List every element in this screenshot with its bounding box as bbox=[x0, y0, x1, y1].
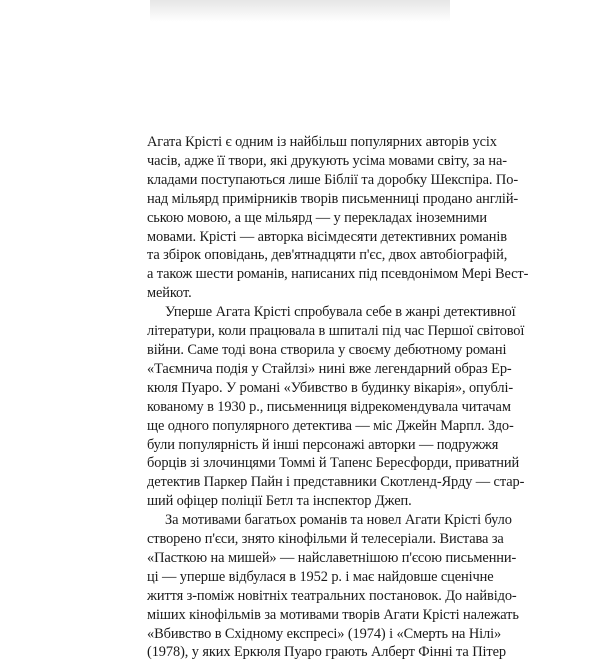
paragraph bbox=[147, 511, 519, 662]
paragraph bbox=[147, 303, 525, 511]
text-line: створено п'єси, знято кінофільми й телесеріали. Вистава за bbox=[147, 531, 504, 548]
text-line: мейкот. bbox=[147, 285, 192, 302]
text-line: Уперше Агата Крісті спробувала себе в жанрі детективної bbox=[165, 304, 516, 321]
paragraph bbox=[147, 133, 529, 303]
text-line: а також шести романів, написаних під псевдонімом Мері Вест- bbox=[147, 266, 529, 283]
text-line: літератури, коли працювала в шпиталі під час Першої світової bbox=[147, 323, 525, 340]
text-line: ще одного популярного детектива — міс Джейн Марпл. Здо- bbox=[147, 417, 514, 434]
text-line: війни. Саме тоді вона створила у своєму дебютному романі bbox=[147, 341, 507, 358]
text-line: ший офіцер поліції Бетл та інспектор Джеп. bbox=[147, 493, 412, 510]
text-line: «Таємнича подія у Стайлзі» нині вже легендарний образ Ер- bbox=[147, 360, 512, 377]
text-line: кюля Пуаро. У романі «Убивство в будинку вікарія», опублі- bbox=[147, 379, 514, 396]
text-line: Агата Крісті є одним із найбільш популярних авторів усіх bbox=[147, 134, 497, 150]
text-line: та збірок оповідань, дев'ятнадцяти п'єс, двох автобіографій, bbox=[147, 247, 508, 264]
text-line: За мотивами багатьох романів та новел Агати Крісті було bbox=[165, 512, 512, 529]
text-line: були популярність й інші персонажі авторки — подружжя bbox=[147, 436, 499, 453]
body-text bbox=[147, 133, 529, 662]
text-line: часів, адже її твори, які друкують усіма мовами світу, за на- bbox=[147, 152, 507, 169]
page-top-shadow bbox=[150, 0, 450, 22]
text-line: міших кінофільмів за мотивами творів Агати Крісті належать bbox=[147, 606, 519, 623]
text-line: ці — уперше відбулася в 1952 р. і має найдовше сценічне bbox=[147, 568, 494, 585]
text-line: кладами поступаються лише Біблії та доробку Шекспіра. По- bbox=[147, 171, 519, 188]
text-line: (1978), у яких Еркюля Пуаро грають Алберт Фінні та Пітер bbox=[147, 644, 506, 661]
text-line: «Вбивство в Східному експресі» (1974) і «Смерть на Нілі» bbox=[147, 625, 502, 642]
text-line: кованому в 1930 р., письменниця відрекомендувала читачам bbox=[147, 398, 511, 415]
text-line: «Пасткою на мишей» — найславетнішою п'єсою письменни- bbox=[147, 549, 517, 566]
text-line: детектив Паркер Пайн і представники Скотленд-Ярду — стар- bbox=[147, 474, 525, 491]
text-line: ською мовою, а ще мільярд — у перекладах іноземними bbox=[147, 209, 488, 226]
text-line: життя з-поміж новітніх театральних постановок. До найвідо- bbox=[147, 587, 517, 604]
text-line: борців зі злочинцями Томмі й Тапенс Бересфорди, приватний bbox=[147, 455, 520, 472]
text-line: мовами. Крісті — авторка вісімдесяти детективних романів bbox=[147, 228, 507, 245]
text-line: над мільярд примірників творів письменниці продано англій- bbox=[147, 190, 519, 207]
